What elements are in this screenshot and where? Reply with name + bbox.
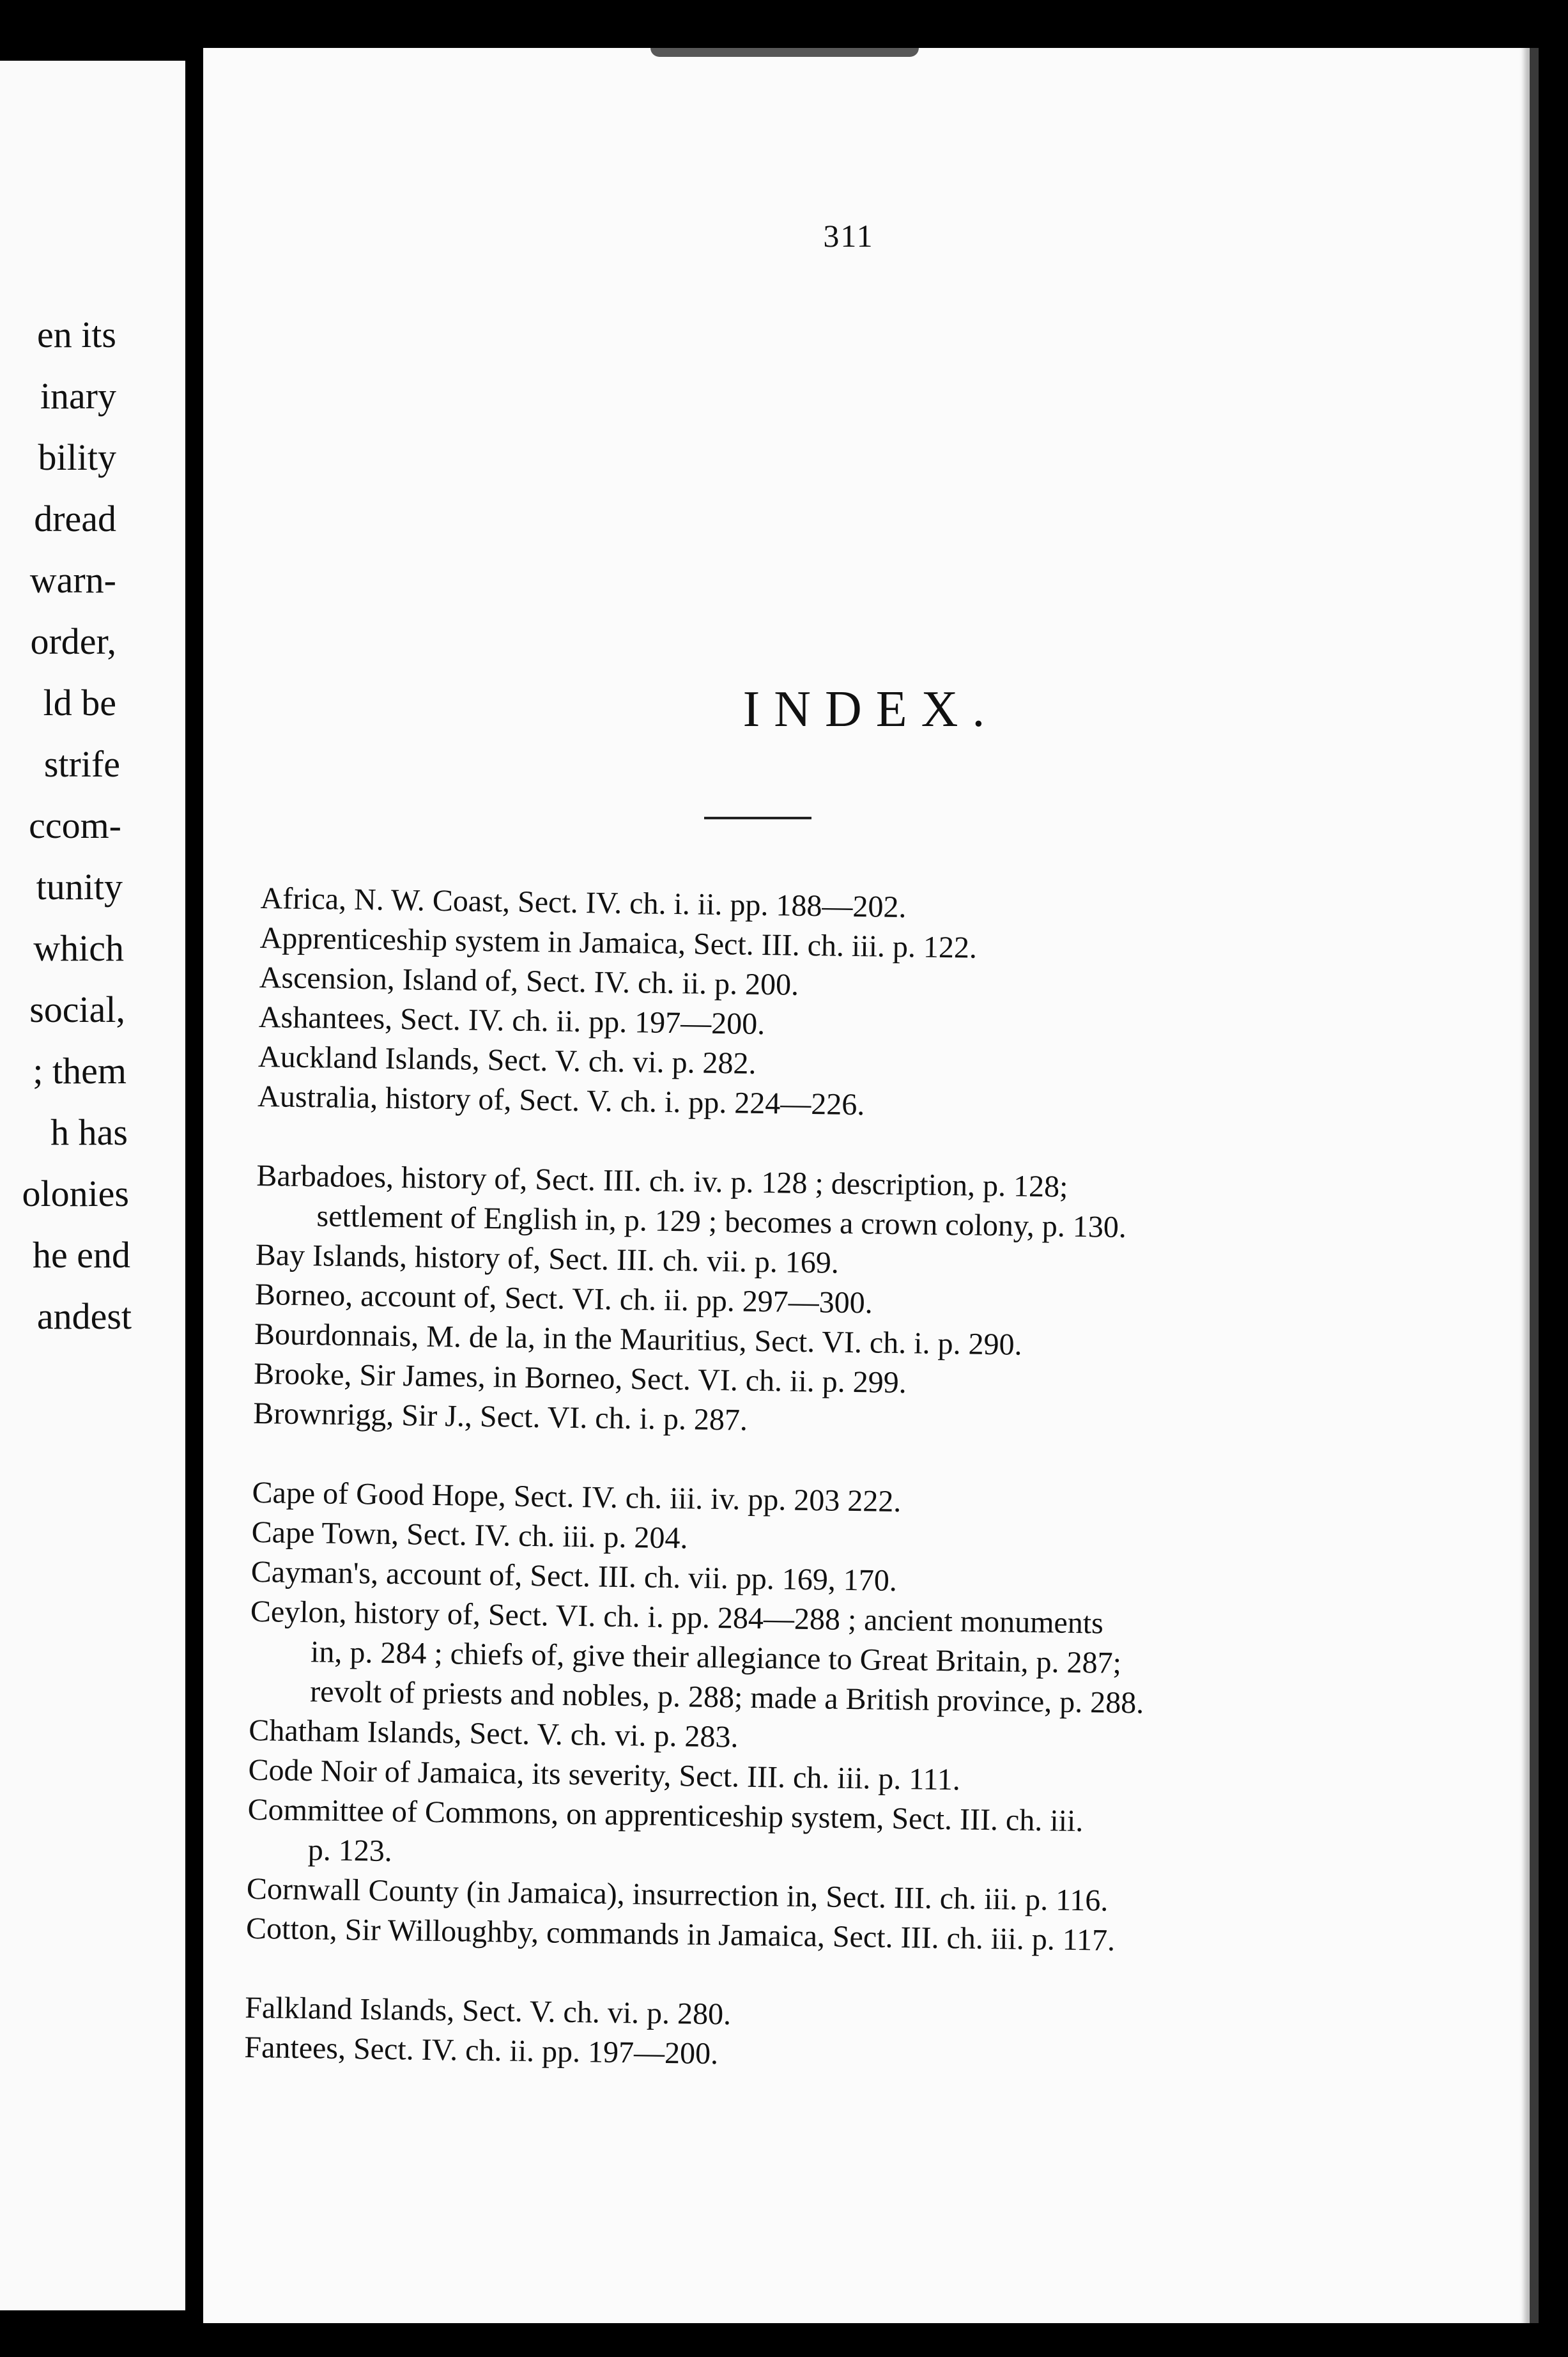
left-page-line: social, <box>29 989 125 1030</box>
entry-continuation: in, p. 284 ; chiefs of, give their allegiance to Great Britain, p. 287; <box>310 1635 1122 1680</box>
entry-line: Brownrigg, Sir J., Sect. VI. ch. i. p. 287. <box>252 1396 748 1437</box>
index-entries <box>244 879 1456 2084</box>
left-page-fragment <box>0 61 185 2310</box>
left-page-line: tunity <box>36 866 123 908</box>
entry-line: Committee of Commons, on apprenticeship system, Sect. III. ch. iii. <box>247 1792 1084 1839</box>
entry-line: Cayman's, account of, Sect. III. ch. vii. pp. 169, 170. <box>250 1554 898 1598</box>
left-page-line: bility <box>38 437 116 478</box>
entry-line: Bourdonnais, M. de la, in the Mauritius, Sect. VI. ch. i. p. 290. <box>254 1317 1022 1362</box>
entry-line: Brooke, Sir James, in Borneo, Sect. VI. ch. ii. p. 299. <box>253 1356 907 1400</box>
entry-line: Cornwall County (in Jamaica), insurrection in, Sect. III. ch. iii. p. 116. <box>246 1871 1109 1918</box>
entry-line: Africa, N. W. Coast, Sect. IV. ch. i. ii. pp. 188—202. <box>260 881 907 925</box>
left-page-line: ccom- <box>29 805 121 846</box>
left-page-line: ; them <box>33 1050 127 1092</box>
entry-line: Cape of Good Hope, Sect. IV. ch. iii. iv. pp. 203 222. <box>252 1475 902 1519</box>
left-page-line: strife <box>43 743 120 785</box>
entry-line: Ceylon, history of, Sect. VI. ch. i. pp. 284—288 ; ancient monuments <box>250 1594 1104 1641</box>
entry-line: Bay Islands, history of, Sect. III. ch. vii. p. 169. <box>255 1237 840 1280</box>
entry-line: Cotton, Sir Willoughby, commands in Jamaica, Sect. III. ch. iii. p. 117. <box>245 1911 1116 1958</box>
left-page-line: order, <box>30 621 116 662</box>
entry-line: Ashantees, Sect. IV. ch. ii. pp. 197—200. <box>258 1000 765 1042</box>
entry-line: Falkland Islands, Sect. V. ch. vi. p. 280. <box>244 1990 732 2032</box>
scan-smudge <box>650 48 919 57</box>
index-page <box>203 48 1539 2323</box>
index-entry <box>249 1592 1445 1727</box>
entry-continuation: revolt of priests and nobles, p. 288; made a British province, p. 288. <box>309 1674 1144 1720</box>
left-page-line: he end <box>33 1234 130 1276</box>
title-rule <box>704 817 811 819</box>
entry-line: Barbadoes, history of, Sect. III. ch. iv. p. 128 ; description, p. 128; <box>256 1158 1068 1204</box>
entry-continuation: settlement of English in, p. 129 ; becomes a crown colony, p. 130. <box>316 1199 1127 1244</box>
entry-line: Australia, history of, Sect. V. ch. i. pp. 224—226. <box>257 1079 865 1122</box>
entry-line: Code Noir of Jamaica, its severity, Sect. III. ch. iii. p. 111. <box>248 1752 961 1797</box>
page-number: 311 <box>823 218 874 254</box>
entry-continuation: p. 123. <box>307 1833 393 1869</box>
left-page-line: dread <box>34 498 116 539</box>
left-page-line: ld be <box>43 682 116 723</box>
left-page-line: olonies <box>22 1173 129 1214</box>
entry-line: Chatham Islands, Sect. V. ch. vi. p. 283. <box>249 1713 739 1754</box>
entry-line: Borneo, account of, Sect. VI. ch. ii. pp. 297—300. <box>254 1277 873 1320</box>
left-page-line: h has <box>50 1111 128 1153</box>
entry-line: Fantees, Sect. IV. ch. ii. pp. 197—200. <box>244 2030 719 2071</box>
entry-line: Ascension, Island of, Sect. IV. ch. ii. p. 200. <box>259 960 799 1002</box>
entry-line: Apprenticeship system in Jamaica, Sect. III. ch. iii. p. 122. <box>259 920 978 965</box>
left-page-line: warn- <box>29 559 116 601</box>
index-title: INDEX. <box>742 681 999 738</box>
left-page-line: which <box>33 927 124 969</box>
left-page-line: inary <box>40 375 116 417</box>
left-page-line: en its <box>36 314 116 355</box>
entry-line: Cape Town, Sect. IV. ch. iii. p. 204. <box>251 1515 688 1556</box>
entry-line: Auckland Islands, Sect. V. ch. vi. p. 282. <box>257 1039 757 1081</box>
left-page-line: andest <box>36 1295 132 1337</box>
